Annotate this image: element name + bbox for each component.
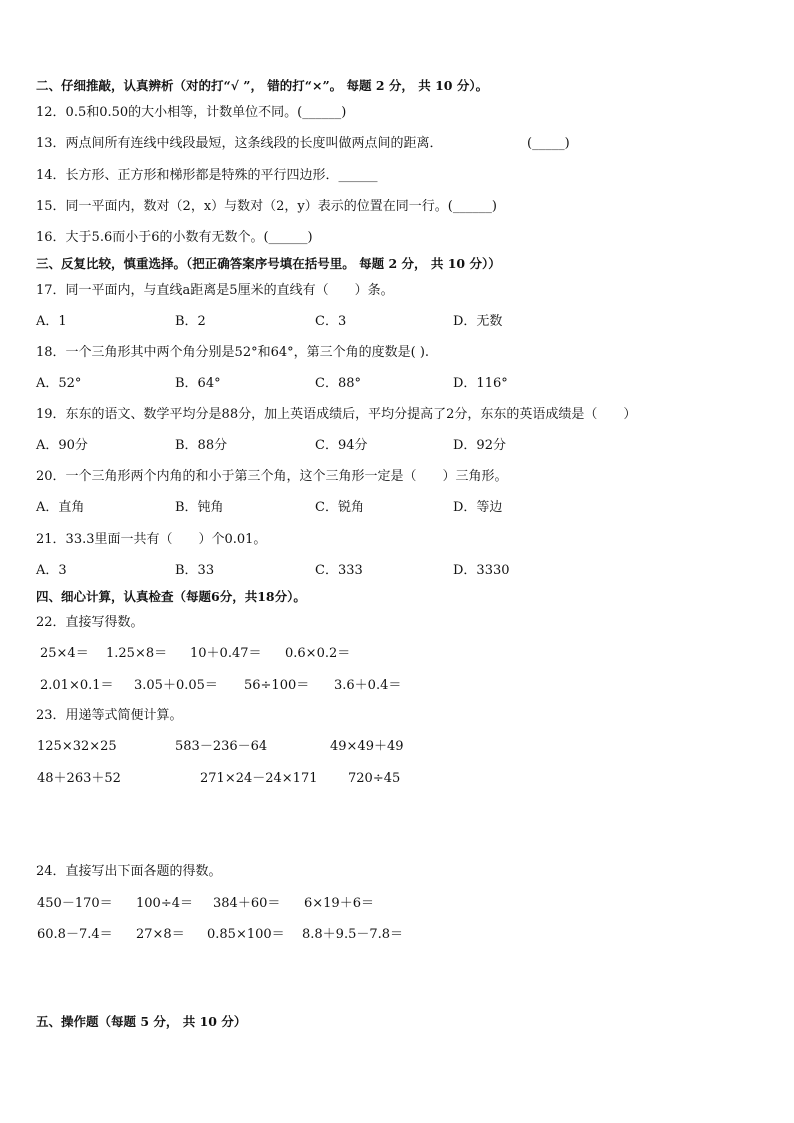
q23-expression: 720÷45 xyxy=(348,771,401,786)
question-16: 16．大于5.6而小于6的小数有无数个。(______) xyxy=(36,230,313,245)
question-21-option-a: A．3 xyxy=(36,563,67,578)
question-20-option-b: B．钝角 xyxy=(175,500,224,515)
question-21-option-b: B．33 xyxy=(175,563,215,578)
question-17-option-d: D．无数 xyxy=(453,314,503,329)
section-3-heading: 三、反复比较，慎重选择。（把正确答案序号填在括号里。 每题 2 分， 共 10 分）） xyxy=(36,256,501,271)
question-17-option-c: C．3 xyxy=(315,314,347,329)
question-17-option-a: A．1 xyxy=(36,314,67,329)
question-24: 24．直接写出下面各题的得数。 xyxy=(36,864,222,879)
q24-expression: 450－170＝ xyxy=(37,896,113,911)
question-19-option-c: C．94分 xyxy=(315,438,368,453)
question-20: 20．一个三角形两个内角的和小于第三个角，这个三角形一定是（ ）三角形。 xyxy=(36,469,508,484)
question-22: 22．直接写得数。 xyxy=(36,615,144,630)
section-4-heading: 四、细心计算，认真检查（每题6分，共18分）。 xyxy=(36,589,306,604)
question-13: 13．两点间所有连线中线段最短，这条线段的长度叫做两点间的距离． xyxy=(36,136,443,151)
q24-expression: 6×19＋6＝ xyxy=(304,896,374,911)
q23-expression: 125×32×25 xyxy=(37,739,117,754)
question-21-option-c: C．333 xyxy=(315,563,363,578)
question-23: 23．用递等式简便计算。 xyxy=(36,708,183,723)
q22-expression: 2.01×0.1＝ xyxy=(40,678,114,693)
q24-expression: 27×8＝ xyxy=(136,927,185,942)
question-15: 15．同一平面内，数对（2，x）与数对（2，y）表示的位置在同一行。(______) xyxy=(36,199,497,214)
q23-expression: 49×49＋49 xyxy=(330,739,404,754)
question-18-option-b: B．64° xyxy=(175,376,221,391)
question-18-option-d: D．116° xyxy=(453,376,508,391)
q24-expression: 8.8＋9.5－7.8＝ xyxy=(302,927,404,942)
q22-expression: 3.05＋0.05＝ xyxy=(134,678,218,693)
question-20-option-a: A．直角 xyxy=(36,500,85,515)
q22-expression: 3.6＋0.4＝ xyxy=(334,678,402,693)
question-18: 18．一个三角形其中两个角分别是52°和64°，第三个角的度数是( ). xyxy=(36,345,430,360)
question-17: 17．同一平面内，与直线a距离是5厘米的直线有（ ）条。 xyxy=(36,283,394,298)
q23-expression: 48＋263＋52 xyxy=(37,771,121,786)
section-2-heading: 二、仔细推敲，认真辨析（对的打“√ ”， 错的打“×”。 每题 2 分， 共 10 分）。 xyxy=(36,78,489,93)
question-21-option-d: D．3330 xyxy=(453,563,510,578)
q22-expression: 25×4＝ xyxy=(40,646,89,661)
q22-expression: 56÷100＝ xyxy=(244,678,310,693)
question-12: 12．0.5和0.50的大小相等，计数单位不同。(______) xyxy=(36,105,347,120)
question-18-option-a: A．52° xyxy=(36,376,82,391)
section-5-heading: 五、操作题（每题 5 分， 共 10 分） xyxy=(36,1014,247,1029)
q24-expression: 100÷4＝ xyxy=(136,896,193,911)
question-19: 19．东东的语文、数学平均分是88分，加上英语成绩后，平均分提高了2分，东东的英语成绩是（ ） xyxy=(36,407,637,422)
q22-expression: 0.6×0.2＝ xyxy=(285,646,351,661)
question-20-option-c: C．锐角 xyxy=(315,500,364,515)
question-17-option-b: B．2 xyxy=(175,314,206,329)
question-19-option-b: B．88分 xyxy=(175,438,228,453)
q22-expression: 1.25×8＝ xyxy=(106,646,168,661)
question-19-option-d: D．92分 xyxy=(453,438,506,453)
q24-expression: 0.85×100＝ xyxy=(207,927,285,942)
q24-expression: 384＋60＝ xyxy=(213,896,281,911)
q23-expression: 583－236－64 xyxy=(175,739,268,754)
q22-expression: 10＋0.47＝ xyxy=(190,646,262,661)
question-20-option-d: D．等边 xyxy=(453,500,503,515)
question-14: 14．长方形、正方形和梯形都是特殊的平行四边形．______ xyxy=(36,168,378,183)
question-19-option-a: A．90分 xyxy=(36,438,88,453)
question-21: 21．33.3里面一共有（ ）个0.01。 xyxy=(36,532,267,547)
q23-expression: 271×24－24×171 xyxy=(200,771,318,786)
question-13-answer-blank: (_____) xyxy=(527,136,570,151)
q24-expression: 60.8－7.4＝ xyxy=(37,927,113,942)
question-18-option-c: C．88° xyxy=(315,376,361,391)
